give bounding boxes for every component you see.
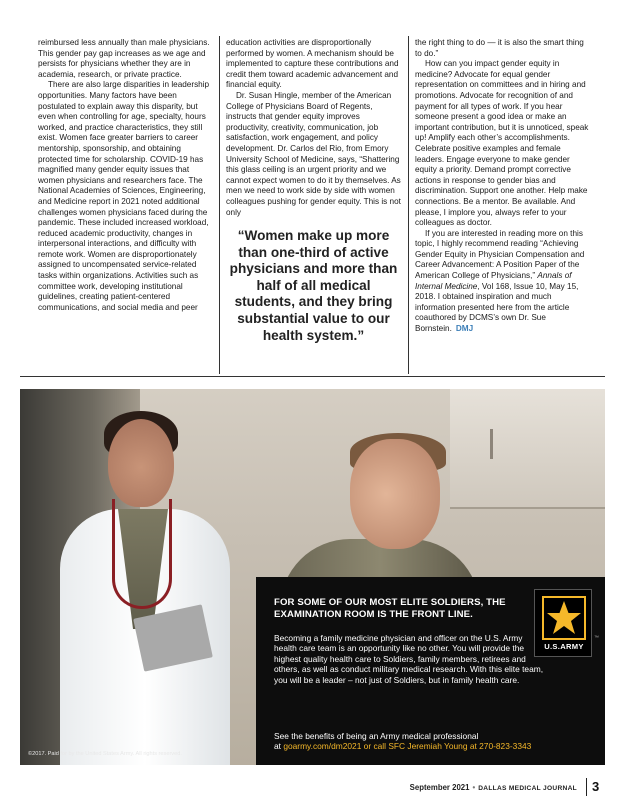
footer-divider bbox=[586, 778, 587, 796]
army-logo bbox=[534, 589, 592, 657]
paragraph: education activities are disproportionally performed by women. A mechanism should be implemented to capture these contributions and credit them toward academic advancement and financial equity. bbox=[226, 38, 399, 90]
army-logo-text: U.S.ARMY bbox=[544, 642, 584, 651]
ad-call-to-action bbox=[274, 731, 594, 752]
paragraph-text: , Vol 168, Issue 10, May 15, 2018. I obtained inspiration and much information presented here from the article coauthored by DCMS’s own Dr. Sue Bornstein. bbox=[415, 281, 579, 334]
ad-copyright: ©2017. Paid for by the United States Army. All rights reserved. bbox=[28, 751, 182, 757]
ad-body-text: Becoming a family medicine physician and officer on the U.S. Army health care team is an opportunity like no other. You will provide the highest quality health care to Soldiers, family members, retirees and others, as well as conduct military medical research. With this elite team, you will be a leader – not just of Soldiers, but in family health care. bbox=[274, 633, 544, 685]
magazine-name: DALLAS MEDICAL JOURNAL bbox=[478, 785, 577, 792]
footer-separator: • bbox=[472, 783, 476, 792]
journal-title: Annals of Internal Medicine bbox=[415, 271, 572, 291]
column-divider bbox=[408, 36, 409, 374]
cta-link[interactable]: goarmy.com/dm2021 or call SFC Jeremiah Young at 270-823-3343 bbox=[283, 741, 532, 752]
section-divider bbox=[20, 376, 605, 377]
article-column-2 bbox=[226, 38, 401, 344]
article-column-3 bbox=[415, 38, 591, 335]
paragraph-text: If you are interested in reading more on this topic, I highly recommend reading “Achieving Gender Equity in Physician Compensation and Career Advancement: A Position Paper of the American College of Physicians,” bbox=[415, 228, 585, 281]
stethoscope bbox=[112, 499, 172, 609]
paragraph: the right thing to do — it is also the smart thing to do.” bbox=[415, 38, 584, 58]
issue-date: September 2021 bbox=[409, 783, 470, 792]
paragraph: Dr. Susan Hingle, member of the American College of Physicians Board of Regents, instructs that gender equity improves productivity, creativity, communication, job satisfaction, work engagement, and policy development. Dr. Carlos del Rio, from Emory University School of Medicine, says, “Shattering this glass ceiling is an urgent priority and we cannot expect women to do it by themselves. As men we need to work side by side with women colleagues pushing for gender equity. This is not only bbox=[226, 90, 401, 217]
doctor-head bbox=[108, 419, 174, 507]
footer-text bbox=[410, 783, 577, 792]
cta-text: See the benefits of being an Army medical professional bbox=[274, 731, 479, 741]
cta-prefix: at bbox=[274, 741, 284, 752]
trademark-mark: ™ bbox=[594, 635, 599, 641]
paragraph bbox=[415, 229, 591, 335]
ad-text-panel bbox=[256, 577, 605, 765]
paragraph: How can you impact gender equity in medicine? Advocate for equal gender representation on committees and in hiring and promotions. Advocate for recognition of and payment for all types of work. If you hear someone present a good idea or make an important contribution, but it is unnoticed, speak up! Amplify each other’s accomplishments. Celebrate positive examples and female leaders. Engage everyone to make gender equity a priority. Demand prompt corrective actions in response to gender bias and discrimination. Support one another. Help make connections. Be a mentor. Be available. And please, I implore you, always refer to your colleagues as doctor. bbox=[415, 59, 589, 228]
background-cabinet bbox=[450, 389, 605, 509]
article-column-1 bbox=[38, 38, 214, 313]
cabinet-handle bbox=[490, 429, 493, 459]
paragraph: There are also large disparities in leadership opportunities. Many factors have been postulated to explain away this disparity, but even when controlling for age, specialty, hours worked, and practice characteristics, they still exist. Women face greater barriers to career mentorship, sponsorship, and obtaining protected time for scholarship. COVID-19 has magnified many gender equity issues that women physicians and researchers face. The National Academies of Sciences, Engineering, and Medicine report in 2021 noted additional challenges women physicians faced during the pandemic. These included increased workload, reduced academic productivity, changes in interpersonal interactions, and difficulty with remote work. Women are disproportionately assigned to uncompensated service-related tasks within organizations. Activities such as committee work, developing institutional guidelines, creating patient-centered communications, and social media and peer bbox=[38, 80, 210, 312]
ad-headline: FOR SOME OF OUR MOST ELITE SOLDIERS, THE EXAMINATION ROOM IS THE FRONT LINE. bbox=[274, 597, 506, 620]
end-signature: DMJ bbox=[455, 324, 474, 334]
soldier-head bbox=[350, 439, 440, 549]
paragraph: reimbursed less annually than male physicians. This gender pay gap increases as we age and persists for physicians whether they are in academia, research, or private practice. bbox=[38, 38, 210, 79]
page-number: 3 bbox=[592, 779, 600, 794]
column-divider bbox=[219, 36, 220, 374]
army-star-icon bbox=[542, 596, 586, 640]
page-footer bbox=[0, 776, 625, 796]
army-advertisement bbox=[20, 389, 605, 765]
pull-quote: “Women make up more than one-third of active physicians and more than half of all medical students, and they bring substantial value to our health system.” bbox=[229, 228, 398, 343]
